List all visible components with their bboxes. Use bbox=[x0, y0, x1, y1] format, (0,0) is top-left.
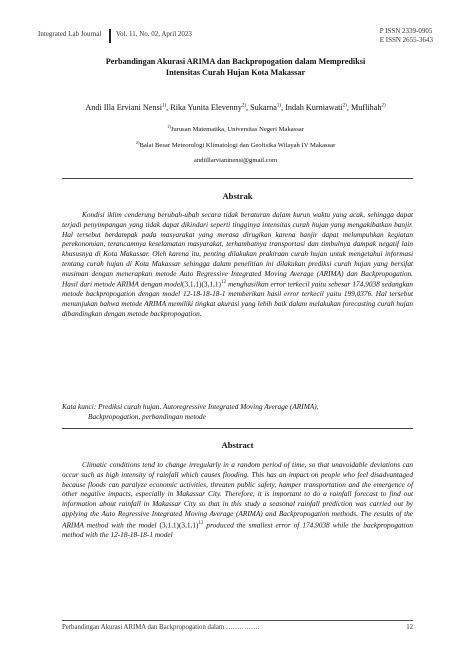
keywords-label: Kata kunci: bbox=[62, 402, 97, 411]
author-affil-mark: 1) bbox=[276, 103, 282, 109]
footer-divider bbox=[62, 620, 413, 621]
author-affil-mark: 2) bbox=[241, 103, 246, 109]
abstract-text-cont: produced the smallest error of 174,9038 while the backpropogation method with the 12-18-18-18-1 model bbox=[62, 519, 413, 539]
author-name: Rika Yunita Elevenny bbox=[170, 103, 242, 112]
title-line-1: Perbandingan Akurasi ARIMA dan Backpropogation dalam Memprediksi bbox=[105, 57, 366, 66]
running-title: Perbandingan Akurasi ARIMA dan Backpropogation dalam …………… bbox=[62, 624, 260, 631]
author-name: Andi Illa Erviani Nensi bbox=[85, 103, 162, 112]
arima-model-season: 12 bbox=[198, 520, 204, 526]
corresponding-email[interactable]: andiillarviani​nensi@gmail.com bbox=[193, 157, 278, 164]
affil-mark: 2) bbox=[135, 140, 140, 145]
abstract-heading: Abstract bbox=[221, 440, 254, 450]
abstrak-text-cont: menghasilkan error terkecil yaitu sebesar 174,9038 sedangkan metode backpropogation dengan model 12-18-18-18-1 memberikan hasil error terkecil yaitu 199,0376. Hal tersebut menunjukan bahwa metode ARIMA memiliki tingkat akurasi yang lebih baik dalam melakukan forecasting curah hujan dibandingkan dengan metode backpropogation. bbox=[62, 279, 413, 318]
page-number: 12 bbox=[406, 624, 413, 631]
arima-model-formula: (3,1,1)(3,1,1) bbox=[182, 279, 221, 289]
electronic-issn: E ISSN 2655-3643 bbox=[379, 35, 433, 44]
keywords-text: Prediksi curah hujan, Autoregressive Integrated Moving Average (ARIMA), bbox=[98, 402, 319, 411]
arima-model-season: 12 bbox=[220, 280, 226, 286]
paper-title bbox=[40, 56, 431, 78]
journal-header-left bbox=[38, 27, 192, 41]
keywords-text-cont: Backpropogation, perbandingan metode bbox=[88, 411, 206, 421]
abstract-body bbox=[62, 460, 413, 539]
print-issn: P ISSN 2339-0905 bbox=[379, 27, 433, 35]
abstract-text: Climatic conditions tend to change irregularly in a random period of time, so that unavoidable deviations can occur such as high intensity of rainfall which causes flooding. This has an impact on people who feel disadvantaged because floods can paralyze economic activities, threaten public safety, hamper transportation and the emergence of other negative impacts, especially in Makassar City. Therefore, it is important to do a rainfall forecast to find out information about rainfall in Makassar City so that in this study a seasonal rainfall prediction was carried out by applying the Auto Regressive Integrated Moving Average (ARIMA) and Backpropogation methods. The results of the ARIMA method with the model bbox=[62, 460, 413, 529]
author-affil-mark: 2) bbox=[342, 103, 347, 109]
header-divider bbox=[109, 29, 111, 43]
author-name: Muflihah bbox=[350, 103, 382, 112]
affil-mark: 1) bbox=[167, 124, 171, 129]
author-list: Andi Illa Erviani Nensi$^{1)}$, Rika Yunita Elevenny$^{2)}$, Sukarna$^{1)}$, Indah Kurniawati$^{2)}$, Muflihah$^{2)}$ bbox=[85, 103, 386, 112]
affiliation-1 bbox=[30, 124, 441, 133]
journal-header-right bbox=[380, 27, 433, 44]
section-divider bbox=[62, 178, 413, 179]
keywords-block bbox=[62, 402, 413, 422]
author-name: Sukarna bbox=[250, 103, 277, 112]
journal-volume: Vol. 11, No. 02, April 2023 bbox=[115, 30, 192, 38]
affiliation-2 bbox=[30, 140, 441, 149]
title-line-2: Intensitas Curah Hujan Kota Makassar bbox=[165, 68, 306, 77]
journal-name: Integrated Lab Journal bbox=[38, 30, 102, 38]
abstrak-heading: Abstrak bbox=[222, 191, 253, 201]
affil-text: Balai Besar Meteorologi Klimatologi dan Geofisika Wilayah IV Makassar bbox=[139, 142, 336, 150]
abstrak-body bbox=[62, 210, 413, 319]
author-affil-mark: 1) bbox=[162, 103, 167, 109]
arima-model-formula: (3,1,1)(3,1,1) bbox=[159, 519, 199, 529]
affil-text: Jurusan Matematika, Universitas Negeri Makassar bbox=[170, 126, 304, 134]
abstrak-text: Kondisi iklim cenderung berubah-ubah secara tidak beraturan dalam kurun waktu yang acak, sehingga dapat terjadi penyimpangan yang tidak dapat dikindari seperti tingginya intensitas curah hujan yang mengakibatkan banjir. Hal tersebut berdampak pada masyarakat yang merasa dirugikan karena banjir dapat melumpuhkan kegiatan perekonomian, terancamnya keselamatan masyarakat, terhambatnya transportasi dan timbulnya dampak negatif lain khususnya di Kota Makassar. Oleh karena itu, penting dilakukan prakiraan curah hujan untuk mengetahui informasi tentang curah hujan di Kota Makassar sehingga dalam penelitian ini dilakukan prediksi curah hujan yang bersifat musiman dengan menerapkan metode Auto Regressive Integrated Moving Average (ARIMA) dan Backpropogation. Hasil dari metode ARIMA dengan model bbox=[62, 210, 413, 289]
page-footer bbox=[62, 624, 413, 631]
author-name: Indah Kurniawati bbox=[285, 103, 343, 112]
section-divider bbox=[62, 428, 413, 429]
author-affil-mark: 2) bbox=[381, 103, 386, 109]
